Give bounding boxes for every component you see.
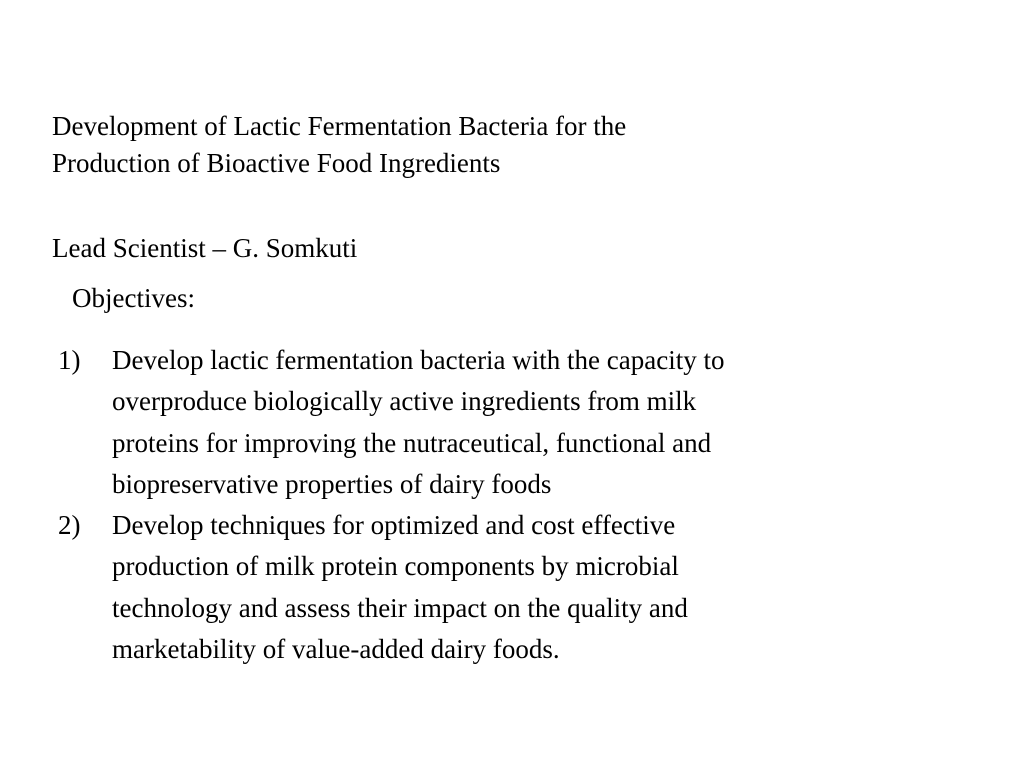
title-line: Production of Bioactive Food Ingredients [52, 148, 501, 178]
objectives-heading: Objectives: [72, 283, 195, 313]
objective-number: 1) [58, 345, 81, 375]
lead-scientist: Lead Scientist – G. Somkuti [52, 233, 358, 263]
title-line: Development of Lactic Fermentation Bacteria for the [52, 111, 627, 141]
objective-line: Develop lactic fermentation bacteria with the capacity to [112, 345, 725, 375]
objective-line: overproduce biologically active ingredients from milk [112, 386, 697, 417]
objectives-list [58, 340, 958, 670]
objective-line: technology and assess their impact on the quality and [112, 592, 688, 623]
slide-title [52, 108, 952, 182]
objective-line: biopreservative properties of dairy foods [112, 468, 552, 499]
objective-item [58, 505, 958, 670]
objective-item [58, 340, 958, 505]
objective-line: marketability of value-added dairy foods. [112, 634, 560, 665]
objective-line: production of milk protein components by microbial [112, 551, 679, 582]
objective-line: proteins for improving the nutraceutical, functional and [112, 427, 712, 458]
objective-line: Develop techniques for optimized and cost effective [112, 510, 676, 541]
objective-number: 2) [58, 510, 81, 541]
